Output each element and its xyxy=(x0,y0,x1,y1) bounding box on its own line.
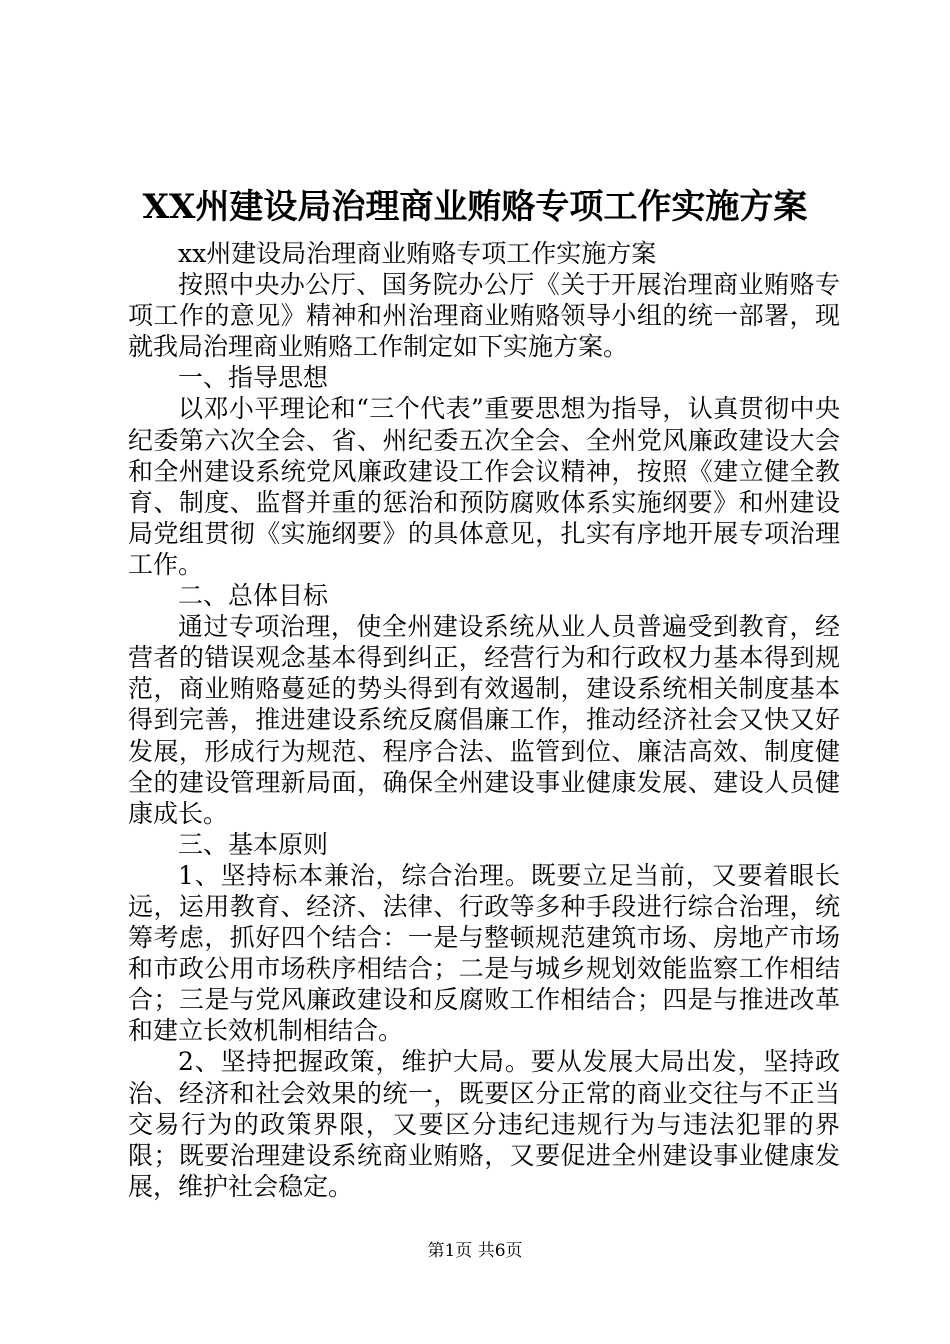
overall-goal-paragraph: 通过专项治理，使全州建设系统从业人员普遍受到教育，经营者的错误观念基本得到纠正，经营行为和行政权力基本得到规范，商业贿赂蔓延的势头得到有效遏制，建设系统相关制度基本得到完善，推进建设系统反腐倡廉工作，推动经济社会又快又好发展，形成行为规范、程序合法、监管到位、廉洁高效、制度健全的建设管理新局面，确保全州建设事业健康发展、建设人员健康成长。 xyxy=(128,612,840,828)
section-heading-overall-goal: 二、总体目标 xyxy=(178,581,329,611)
document-title: XX州建设局治理商业贿赂专项工作实施方案 xyxy=(142,187,808,227)
section-heading-guiding-thought: 一、指导思想 xyxy=(178,363,329,393)
document-body xyxy=(128,238,840,1202)
intro-paragraph: 按照中央办公厅、国务院办公厅《关于开展治理商业贿赂专项工作的意见》精神和州治理商业贿赂领导小组的统一部署，现就我局治理商业贿赂工作制定如下实施方案。 xyxy=(128,270,840,362)
subtitle-paragraph: xx州建设局治理商业贿赂专项工作实施方案 xyxy=(178,239,657,268)
section-heading-basic-principles: 三、基本原则 xyxy=(178,829,329,859)
guiding-thought-paragraph: 以邓小平理论和“三个代表”重要思想为指导，认真贯彻中央纪委第六次全会、省、州纪委五次全会、全州党风廉政建设大会和全州建设系统党风廉政建设工作会议精神，按照《建立健全教育、制度、监督并重的惩治和预防腐败体系实施纲要》和州建设局党组贯彻《实施纲要》的具体意见，扎实有序地开展专项治理工作。 xyxy=(128,394,840,579)
principle-1-paragraph: 1、坚持标本兼治，综合治理。既要立足当前，又要着眼长远，运用教育、经济、法律、行政等多种手段进行综合治理，统筹考虑，抓好四个结合：一是与整顿规范建筑市场、房地产市场和市政公用市场秩序相结合；二是与城乡规划效能监察工作相结合；三是与党风廉政建设和反腐败工作相结合；四是与推进改革和建立长效机制相结合。 xyxy=(128,860,840,1046)
page-number-footer: 第1页 共6页 xyxy=(427,1241,523,1261)
principle-2-paragraph: 2、坚持把握政策，维护大局。要从发展大局出发，坚持政治、经济和社会效果的统一，既要区分正常的商业交往与不正当交易行为的政策界限，又要区分违纪违规行为与违法犯罪的界限；既要治理建设系统商业贿赂，又要促进全州建设事业健康发展，维护社会稳定。 xyxy=(128,1047,840,1201)
